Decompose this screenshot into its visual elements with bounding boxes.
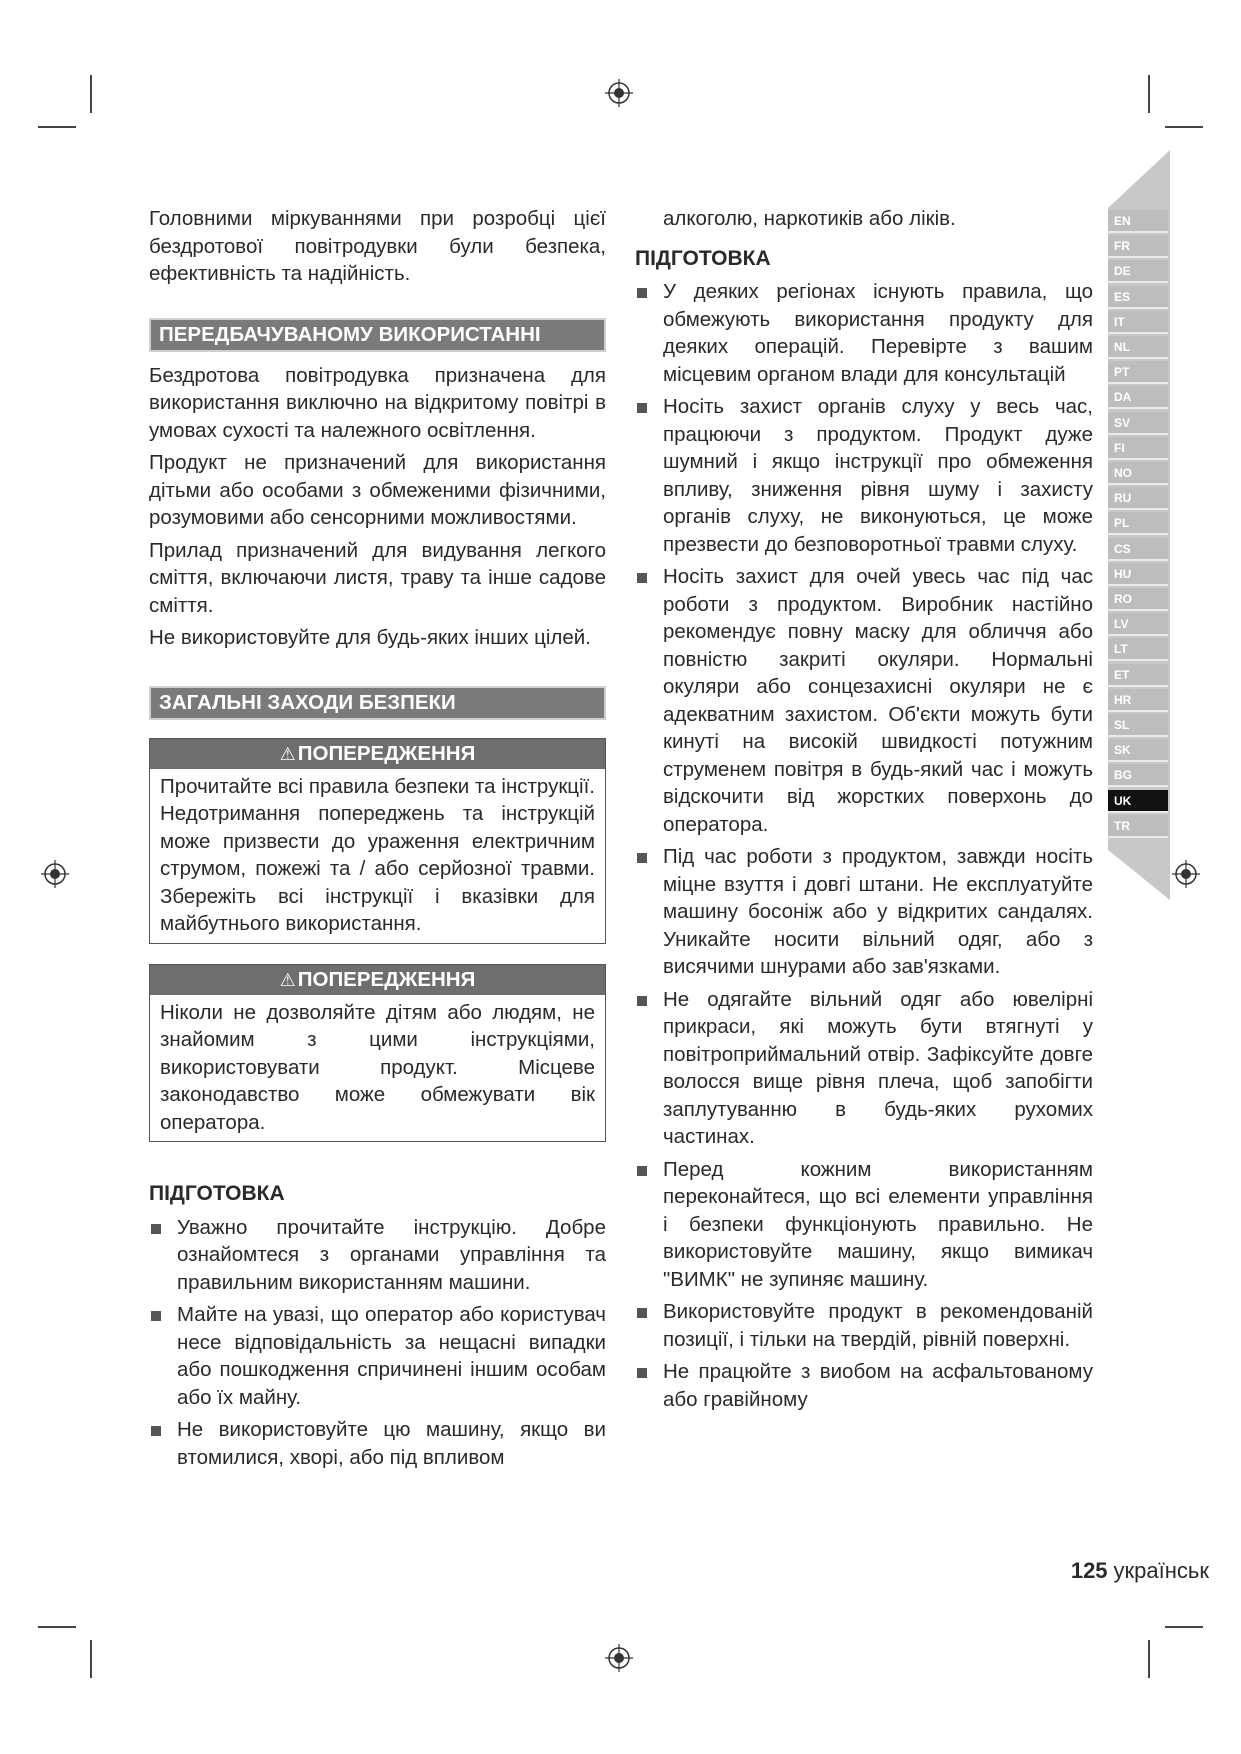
language-tab-sk[interactable]: SK: [1108, 739, 1168, 762]
warning-triangle-icon: ⚠: [279, 743, 296, 764]
registration-mark-icon: [605, 1644, 633, 1672]
paragraph: Не використовуйте для будь-яких інших цілей.: [149, 626, 591, 649]
section-heading-intended-use: ПЕРЕДБАЧУВАНОМУ ВИКОРИСТАННІ: [149, 318, 606, 352]
list-item: Не використовуйте цю машину, якщо ви втомилися, хворі, або під впливом: [149, 1416, 606, 1471]
continued-text: алкоголю, наркотиків або ліків.: [663, 207, 956, 230]
paragraph: Продукт не призначений для використання дітьми або особами з обмеженими фізичними, розумовими або сенсорними можливостями.: [149, 451, 606, 529]
warning-box: [149, 964, 606, 1143]
list-item: У деяких регіонах існують правила, що обмежують використання продукту для деяких операцій. Перевірте з вашим місцевим органом влади для консультацій: [635, 278, 1093, 388]
section-heading-general-safety: ЗАГАЛЬНІ ЗАХОДИ БЕЗПЕКИ: [149, 686, 606, 720]
list-item: Носіть захист для очей увесь час під час роботи з продуктом. Виробник настійно рекомендує повну маску для обличчя або повністю закриті окуляри. Нормальні окуляри або сонцезахисні окуляри не є адекватним захистом. Об'єкти можуть бути кинуті на високій швидкості потужним струменем повітря в будь-який час і можуть відскочити від жорстких поверхонь до оператора.: [635, 563, 1093, 838]
language-tab-tr[interactable]: TR: [1108, 815, 1168, 838]
warning-box: [149, 738, 606, 944]
crop-mark: [90, 75, 92, 113]
language-tab-da[interactable]: DA: [1108, 386, 1168, 409]
language-tab-bg[interactable]: BG: [1108, 764, 1168, 787]
footer-language: українськ: [1113, 1558, 1209, 1583]
crop-mark: [90, 1640, 92, 1678]
registration-mark-icon: [41, 860, 69, 888]
right-column: [635, 205, 1093, 1418]
language-tab-fr[interactable]: FR: [1108, 235, 1168, 258]
crop-mark: [1165, 1626, 1203, 1628]
warning-triangle-icon: ⚠: [279, 969, 296, 990]
list-item: Використовуйте продукт в рекомендованій позиції, і тільки на твердій, рівній поверхні.: [635, 1298, 1093, 1353]
language-tab-es[interactable]: ES: [1108, 286, 1168, 309]
language-tab-ru[interactable]: RU: [1108, 487, 1168, 510]
list-item: Носіть захист органів слуху у весь час, працюючи з продуктом. Продукт дуже шумний і якщо інструкції про обмеження впливу, зниження рівня шуму і захисту органів слуху, не виконуються, це може презвести до безповоротньої травми слуху.: [635, 393, 1093, 558]
language-tabs: [1108, 150, 1170, 900]
crop-mark: [1148, 1640, 1150, 1678]
list-item: Не одягайте вільний одяг або ювелірні прикраси, які можуть бути втягнуті у повітроприймальний отвір. Зафіксуйте довге волосся вище рівня плеча, щоб запобігти заплутуванню в будь-яких рухомих частинах.: [635, 986, 1093, 1151]
paragraph: Прилад призначений для видування легкого сміття, включаючи листя, траву та інше садове сміття.: [149, 538, 606, 617]
list-item: Під час роботи з продуктом, завжди носіть міцне взуття і довгі штани. Не експлуатуйте машину босоніж або у відкритих сандалях. Уникайте носити вільний одяг, або з висячими шнурами або зав'язками.: [635, 843, 1093, 981]
warning-title: ПОПЕРЕДЖЕННЯ: [297, 967, 476, 991]
intro-paragraph: Головними міркуваннями при розробці цієї бездротової повітродувки були безпека, ефективність та надійність.: [149, 207, 606, 285]
crop-mark: [1165, 126, 1203, 128]
language-tab-ro[interactable]: RO: [1108, 588, 1168, 611]
language-tab-hu[interactable]: HU: [1108, 563, 1168, 586]
registration-mark-icon: [605, 79, 633, 107]
left-column: [149, 205, 606, 1476]
language-tab-hr[interactable]: HR: [1108, 689, 1168, 712]
list-item: Уважно прочитайте інструкцію. Добре ознайомтеся з органами управління та правильним використанням машини.: [149, 1214, 606, 1297]
registration-mark-icon: [1172, 860, 1200, 888]
language-tab-de[interactable]: DE: [1108, 260, 1168, 283]
warning-text: Прочитайте всі правила безпеки та інструкції. Недотримання попереджень та інструкцій може призвести до ураження електричним струмом, пожежі та / або серйозної травми. Збережіть всі інструкції і вказівки для майбутнього використання.: [160, 774, 595, 935]
warning-header: [150, 965, 605, 995]
language-tab-lv[interactable]: LV: [1108, 613, 1168, 636]
language-tab-lt[interactable]: LT: [1108, 638, 1168, 661]
language-tab-sv[interactable]: SV: [1108, 412, 1168, 435]
language-tab-pt[interactable]: PT: [1108, 361, 1168, 384]
language-tab-cs[interactable]: CS: [1108, 538, 1168, 561]
list-item: Перед кожним використанням переконайтеся, що всі елементи управління і безпеки функціонують правильно. Не використовуйте машину, якщо вимикач "ВИМК" не зупиняє машину.: [635, 1156, 1093, 1294]
crop-mark: [38, 1626, 76, 1628]
language-tab-pl[interactable]: PL: [1108, 512, 1168, 535]
section-heading-preparation: ПІДГОТОВКА: [149, 1182, 285, 1205]
language-tab-sl[interactable]: SL: [1108, 714, 1168, 737]
page-number: 125: [1070, 1558, 1108, 1583]
warning-text: Ніколи не дозволяйте дітям або людям, не знайомим з цими інструкціями, використовувати продукт. Місцеве законодавство може обмежувати вік оператора.: [160, 1000, 595, 1134]
page-footer: [1071, 1558, 1209, 1584]
language-tab-et[interactable]: ET: [1108, 664, 1168, 687]
crop-mark: [38, 126, 76, 128]
language-tab-en[interactable]: EN: [1108, 210, 1168, 233]
list-item: Не працюйте з виобом на асфальтованому або гравійному: [635, 1358, 1093, 1413]
language-tab-nl[interactable]: NL: [1108, 336, 1168, 359]
preparation-list: [635, 278, 1093, 1413]
language-tab-fi[interactable]: FI: [1108, 437, 1168, 460]
language-tab-uk[interactable]: UK: [1108, 790, 1168, 813]
crop-mark: [1148, 75, 1150, 113]
paragraph: Бездротова повітродувка призначена для використання виключно на відкритому повітрі в умовах сухості та належного освітлення.: [149, 363, 606, 442]
list-item: Майте на увазі, що оператор або користувач несе відповідальність за нещасні випадки або пошкодження спричинені іншим особам або їх майну.: [149, 1301, 606, 1411]
section-heading-preparation: ПІДГОТОВКА: [635, 246, 771, 270]
warning-title: ПОПЕРЕДЖЕННЯ: [297, 741, 476, 765]
language-tab-it[interactable]: IT: [1108, 311, 1168, 334]
language-tab-no[interactable]: NO: [1108, 462, 1168, 485]
warning-header: [150, 739, 605, 769]
preparation-list: [149, 1214, 606, 1472]
